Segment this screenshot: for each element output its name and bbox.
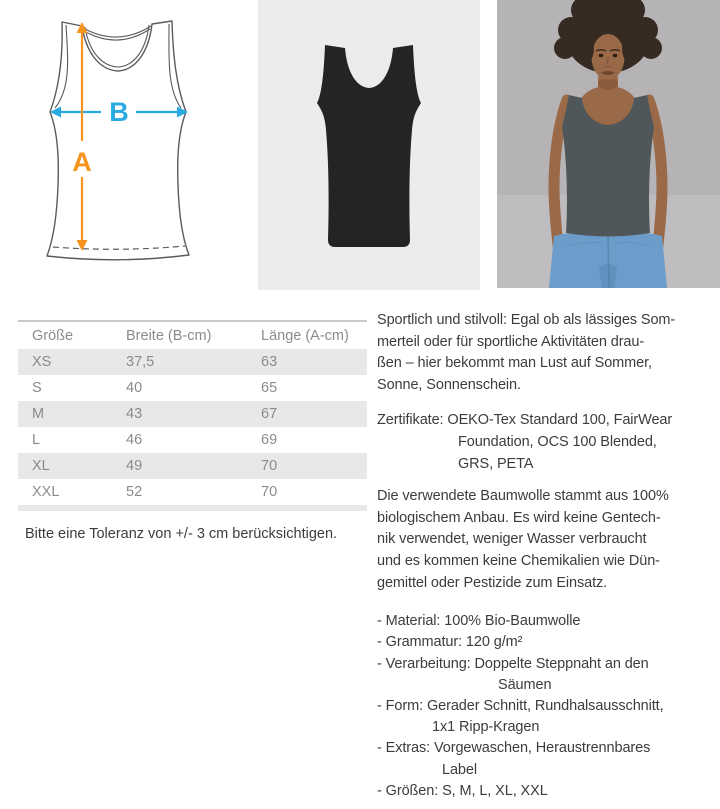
text-line: ßen – hier bekommt man Lust auf Sommer, — [377, 355, 652, 372]
spec-list — [377, 611, 720, 802]
spec-extras-cont: Label — [442, 761, 477, 778]
size-table-header-row — [18, 322, 367, 349]
size-cell: L — [32, 432, 41, 448]
length-cell: 70 — [261, 484, 278, 500]
cotton-paragraph — [377, 486, 720, 594]
width-cell: 46 — [126, 432, 143, 448]
text-line: GRS, PETA — [458, 455, 534, 472]
text-line: Zertifikate: OEKO-Tex Standard 100, FairWear — [377, 412, 673, 429]
text-line: gemittel oder Pestizide zum Einsatz. — [377, 574, 608, 591]
width-cell: 40 — [126, 380, 143, 396]
text-line: merteil oder für sportliche Aktivitäten drau- — [377, 333, 645, 350]
black-tank-silhouette — [317, 45, 421, 247]
text-line: nik verwendet, weniger Wasser verbraucht — [377, 531, 647, 548]
col-header-size: Größe — [32, 327, 74, 344]
col-header-length: Länge (A-cm) — [261, 327, 349, 344]
table-row-xs — [18, 349, 367, 375]
flat-product-image[interactable] — [258, 0, 480, 290]
length-cell: 65 — [261, 380, 278, 396]
table-row-s — [18, 375, 367, 401]
table-footer-strip — [18, 505, 367, 511]
measure-label-b: B — [109, 97, 129, 127]
text-line: Sonne, Sonnenschein. — [377, 376, 521, 393]
model-photo-illustration — [497, 0, 720, 288]
table-row-xl — [18, 453, 367, 479]
measurement-diagram-image[interactable] — [0, 0, 240, 300]
text-line: Sportlich und stilvoll: Egal ob als lässiges Som- — [377, 312, 676, 328]
size-cell: XXL — [32, 484, 60, 500]
tolerance-note: Bitte eine Toleranz von +/- 3 cm berücksichtigen. — [25, 526, 338, 542]
spec-groessen: - Größen: S, M, L, XL, XXL — [377, 782, 548, 799]
spec-verarbeitung: - Verarbeitung: Doppelte Steppnaht an den — [377, 655, 649, 672]
spec-verarbeitung-cont: Säumen — [498, 676, 552, 693]
spec-material: - Material: 100% Bio-Baumwolle — [377, 613, 581, 630]
spec-extras: - Extras: Vorgewaschen, Heraustrennbares — [377, 740, 651, 757]
text-line: und es kommen keine Chemikalien wie Dün- — [377, 552, 660, 569]
col-header-width: Breite (B-cm) — [126, 327, 212, 344]
length-cell: 69 — [261, 432, 278, 448]
jeans-crotch-shadow — [599, 264, 617, 288]
width-cell: 52 — [126, 484, 143, 500]
length-cell: 67 — [261, 406, 278, 422]
size-table — [18, 320, 367, 511]
spec-grammatur: - Grammatur: 120 g/m² — [377, 634, 523, 651]
length-cell: 63 — [261, 354, 278, 370]
back-neckline-trim — [84, 29, 150, 40]
certificates-paragraph — [377, 410, 720, 475]
intro-paragraph — [377, 310, 720, 396]
length-cell: 70 — [261, 458, 278, 474]
size-cell: S — [32, 380, 42, 396]
spec-form-cont: 1x1 Ripp-Kragen — [432, 719, 540, 736]
tank-top-measurement-diagram — [0, 0, 240, 300]
text-line: Die verwendete Baumwolle stammt aus 100% — [377, 488, 669, 505]
model-photo[interactable] — [497, 0, 720, 288]
black-tank-top-image — [258, 0, 480, 290]
table-row-xxl — [18, 479, 367, 505]
measure-label-a: A — [72, 147, 92, 177]
size-cell: XL — [32, 458, 50, 474]
width-cell: 37,5 — [126, 354, 155, 370]
spec-form: - Form: Gerader Schnitt, Rundhalsausschnitt, — [377, 697, 664, 714]
text-line: Foundation, OCS 100 Blended, — [458, 433, 657, 450]
size-cell: XS — [32, 354, 52, 370]
product-description — [377, 310, 720, 802]
tank-outline — [47, 21, 189, 260]
size-cell: M — [32, 406, 45, 422]
width-cell: 43 — [126, 406, 143, 422]
table-row-m — [18, 401, 367, 427]
table-row-l — [18, 427, 367, 453]
width-cell: 49 — [126, 458, 143, 474]
text-line: biologischem Anbau. Es wird keine Gentech- — [377, 509, 661, 526]
